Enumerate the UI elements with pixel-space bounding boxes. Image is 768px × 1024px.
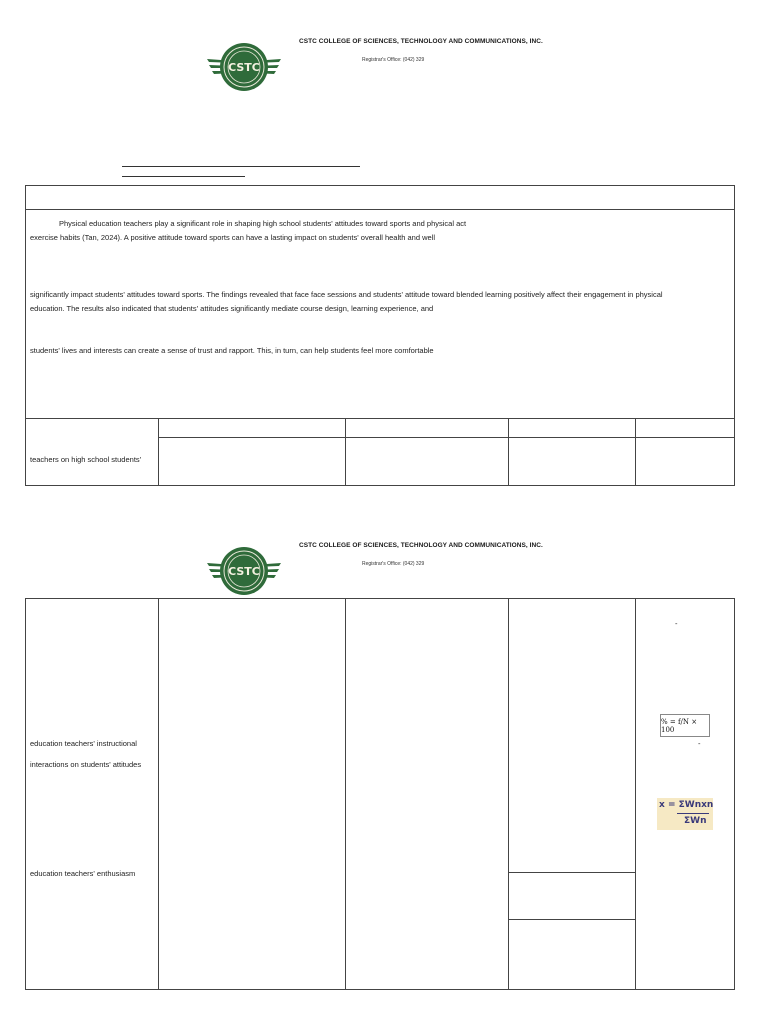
grid-line: [508, 418, 509, 486]
underline-long: [122, 166, 360, 167]
grid-line: [158, 418, 159, 486]
paragraph-line: Physical education teachers play a significant role in shaping high school students' attitudes toward sports and physical act: [59, 219, 467, 228]
logo-text: CSTC: [228, 61, 260, 74]
dash-mark: -: [675, 619, 678, 628]
college-logo: [205, 38, 283, 96]
formula-fraction-bar: [677, 813, 709, 814]
college-logo: [205, 542, 283, 600]
table-header-divider: [25, 209, 735, 210]
grid-line: [635, 418, 636, 486]
grid-line: [25, 418, 735, 419]
percentage-formula: % = f/N × 100: [660, 714, 710, 737]
table-cell-text: education teachers' enthusiasm: [30, 869, 136, 878]
grid-line: [508, 598, 509, 990]
grid-line: [508, 919, 635, 920]
grid-line: [158, 598, 159, 990]
page1-table: [25, 185, 735, 486]
paragraph-line: significantly impact students' attitudes toward sports. The findings revealed that face face sessions and students' attitude toward blended learning positively affect their engagement in physical: [30, 290, 663, 299]
weighted-mean-formula: [657, 798, 713, 830]
formula-denominator: ΣWn: [684, 816, 707, 826]
registrar-office: Registrar's Office: (042) 329: [362, 57, 425, 63]
grid-line: [158, 437, 735, 438]
formula-numerator: x = ΣWnxn: [659, 800, 714, 810]
logo-text: CSTC: [228, 565, 260, 578]
registrar-office: Registrar's Office: (042) 329: [362, 561, 425, 567]
underline-short: [122, 176, 245, 177]
paragraph-line: education. The results also indicated that students' attitudes significantly mediate course design, learning experience, and: [30, 304, 434, 313]
paragraph-line: students' lives and interests can create a sense of trust and rapport. This, in turn, can help students feel more comfortable: [30, 346, 434, 355]
grid-line: [345, 418, 346, 486]
dash-mark: -: [698, 739, 701, 748]
page2-table: [25, 598, 735, 990]
grid-line: [345, 598, 346, 990]
table-cell-text: education teachers' instructional: [30, 739, 137, 748]
table-cell-text: interactions on students' attitudes: [30, 760, 142, 769]
grid-line: [635, 598, 636, 990]
college-name: CSTC COLLEGE OF SCIENCES, TECHNOLOGY AND COMMUNICATIONS, INC.: [299, 542, 543, 549]
grid-line: [508, 872, 635, 873]
college-name: CSTC COLLEGE OF SCIENCES, TECHNOLOGY AND COMMUNICATIONS, INC.: [299, 38, 543, 45]
table-row-label: teachers on high school students': [30, 455, 142, 464]
paragraph-line: exercise habits (Tan, 2024). A positive attitude toward sports can have a lasting impact on students' overall health and well: [30, 233, 435, 242]
